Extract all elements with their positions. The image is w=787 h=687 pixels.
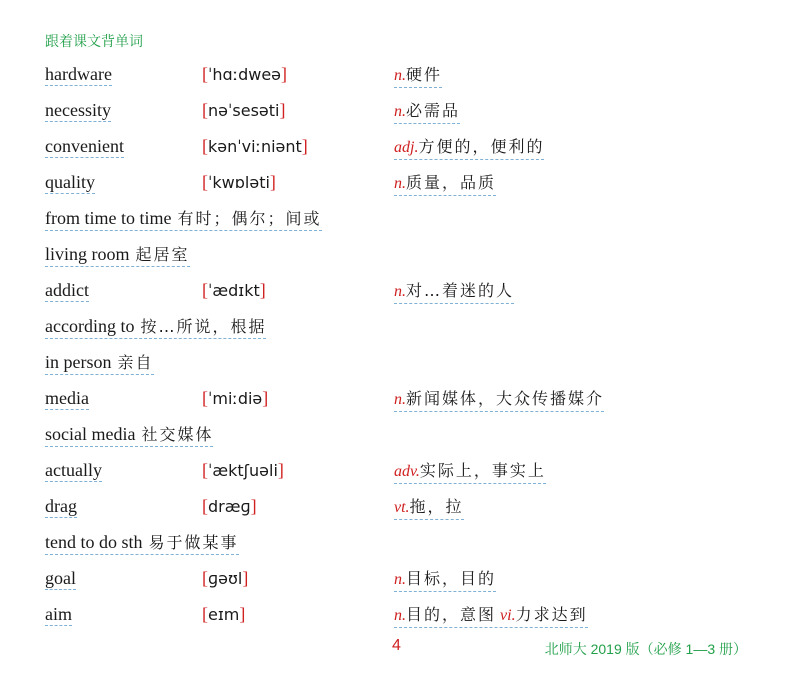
vocab-phrase-row <box>45 316 785 344</box>
ipa-text: kənˈviːniənt <box>208 137 302 156</box>
meaning-text: 拖，拉 <box>409 497 464 516</box>
vocab-phrase-row <box>45 424 785 452</box>
phrase-meaning: 易于做某事 <box>148 533 239 552</box>
close-bracket: ] <box>239 604 246 624</box>
vocab-word-row <box>45 496 785 524</box>
english-word: drag <box>45 496 77 516</box>
phrase-meaning: 社交媒体 <box>141 425 214 444</box>
phonetic-transcription <box>202 568 248 589</box>
phrase-entry <box>45 208 322 231</box>
meaning-text: 方便的，便利的 <box>418 137 545 156</box>
meaning-text: 目标，目的 <box>406 569 497 588</box>
part-of-speech: n. <box>394 67 406 84</box>
english-phrase: living room <box>45 244 130 264</box>
ipa-text: ˈæktʃuəli <box>208 461 278 480</box>
phrase-entry <box>45 316 266 339</box>
vocab-phrase-row <box>45 244 785 272</box>
close-bracket: ] <box>269 172 276 192</box>
close-bracket: ] <box>242 568 249 588</box>
close-bracket: ] <box>301 136 308 156</box>
phonetic-transcription <box>202 604 245 625</box>
english-word: goal <box>45 568 76 588</box>
part-of-speech: n. <box>394 607 406 624</box>
chinese-meaning <box>394 136 544 160</box>
open-bracket: [ <box>202 388 208 408</box>
page-number: 4 <box>392 637 401 654</box>
vocab-word-row <box>45 460 785 488</box>
meaning-text: 必需品 <box>406 101 461 120</box>
open-bracket: [ <box>202 496 208 516</box>
ipa-text: eɪm <box>208 605 240 624</box>
phrase-entry <box>45 352 154 375</box>
chinese-meaning <box>394 280 514 304</box>
english-phrase: tend to do sth <box>45 532 143 552</box>
open-bracket: [ <box>202 604 208 624</box>
part-of-speech: n. <box>394 283 406 300</box>
english-word: aim <box>45 604 72 624</box>
close-bracket: ] <box>262 388 269 408</box>
phrase-meaning: 按…所说，根据 <box>140 317 267 336</box>
english-word: media <box>45 388 89 408</box>
part-of-speech: adv. <box>394 463 420 480</box>
english-word: convenient <box>45 136 124 156</box>
close-bracket: ] <box>281 64 288 84</box>
vocab-word-row <box>45 388 785 416</box>
part-of-speech: n. <box>394 391 406 408</box>
english-phrase: from time to time <box>45 208 172 228</box>
english-word: actually <box>45 460 102 480</box>
part-of-speech: vt. <box>394 499 410 516</box>
open-bracket: [ <box>202 64 208 84</box>
part-of-speech: n. <box>394 571 406 588</box>
english-word: quality <box>45 172 95 192</box>
english-word: necessity <box>45 100 111 120</box>
open-bracket: [ <box>202 280 208 300</box>
chinese-meaning <box>394 172 496 196</box>
chinese-meaning <box>394 100 460 124</box>
meaning-text: 质量，品质 <box>406 173 497 192</box>
close-bracket: ] <box>250 496 257 516</box>
phrase-meaning: 有时；偶尔；间或 <box>177 209 322 228</box>
phonetic-transcription <box>202 172 276 193</box>
ipa-text: nəˈsesəti <box>208 101 280 120</box>
phonetic-transcription <box>202 496 257 517</box>
textbook-edition-footer: 北师大 2019 版（必修 1—3 册） <box>544 641 747 657</box>
part-of-speech: adj. <box>394 139 419 156</box>
phonetic-transcription <box>202 136 308 157</box>
phonetic-transcription <box>202 388 268 409</box>
phonetic-transcription <box>202 64 287 85</box>
meaning-text-2: 力求达到 <box>515 605 588 624</box>
part-of-speech-2: vi. <box>500 607 516 624</box>
phrase-entry <box>45 532 239 555</box>
open-bracket: [ <box>202 460 208 480</box>
english-phrase: in person <box>45 352 112 372</box>
meaning-text: 新闻媒体，大众传播媒介 <box>406 389 605 408</box>
vocab-word-row <box>45 172 785 200</box>
phrase-meaning: 亲自 <box>117 353 154 372</box>
phonetic-transcription <box>202 100 285 121</box>
vocab-word-row <box>45 604 785 632</box>
meaning-text: 实际上，事实上 <box>419 461 546 480</box>
vocab-phrase-row <box>45 352 785 380</box>
section-header: 跟着课文背单词 <box>45 33 143 49</box>
chinese-meaning <box>394 496 464 520</box>
open-bracket: [ <box>202 136 208 156</box>
ipa-text: ˈhɑːdweə <box>208 65 282 84</box>
phrase-entry <box>45 244 190 267</box>
ipa-text: ˈmiːdiə <box>208 389 263 408</box>
phonetic-transcription <box>202 280 266 301</box>
vocab-word-row <box>45 568 785 596</box>
vocab-word-row <box>45 136 785 164</box>
phonetic-transcription <box>202 460 284 481</box>
open-bracket: [ <box>202 568 208 588</box>
ipa-text: dræɡ <box>208 497 251 516</box>
english-word: addict <box>45 280 89 300</box>
phrase-entry <box>45 424 213 447</box>
close-bracket: ] <box>279 100 286 120</box>
part-of-speech: n. <box>394 175 406 192</box>
phrase-meaning: 起居室 <box>135 245 190 264</box>
meaning-text: 对…着迷的人 <box>406 281 515 300</box>
vocab-phrase-row <box>45 208 785 236</box>
vocab-word-row <box>45 100 785 128</box>
ipa-text: ɡəʊl <box>208 569 243 588</box>
meaning-text: 硬件 <box>406 65 443 84</box>
part-of-speech: n. <box>394 103 406 120</box>
vocab-word-row <box>45 280 785 308</box>
english-word: hardware <box>45 64 112 84</box>
vocab-word-row <box>45 64 785 92</box>
chinese-meaning <box>394 604 588 628</box>
meaning-text: 目的，意图 <box>406 605 497 624</box>
open-bracket: [ <box>202 100 208 120</box>
english-phrase: according to <box>45 316 135 336</box>
chinese-meaning <box>394 64 442 88</box>
open-bracket: [ <box>202 172 208 192</box>
ipa-text: ˈædɪkt <box>208 281 260 300</box>
chinese-meaning <box>394 460 546 484</box>
close-bracket: ] <box>277 460 284 480</box>
chinese-meaning <box>394 388 604 412</box>
english-phrase: social media <box>45 424 136 444</box>
vocab-phrase-row <box>45 532 785 560</box>
chinese-meaning <box>394 568 496 592</box>
ipa-text: ˈkwɒləti <box>208 173 270 192</box>
close-bracket: ] <box>259 280 266 300</box>
